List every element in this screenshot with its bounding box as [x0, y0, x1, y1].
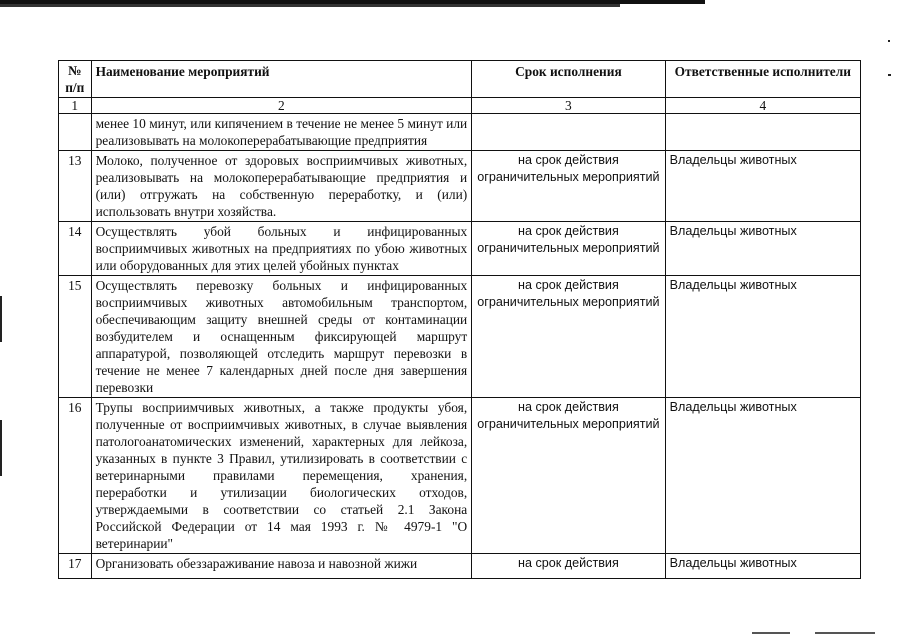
- column-number: 2: [91, 98, 472, 114]
- scan-edge-mark: [815, 632, 875, 634]
- table-row: [59, 554, 861, 579]
- scan-edge-mark: [752, 632, 790, 634]
- column-number: 4: [665, 98, 860, 114]
- scan-dot: [888, 74, 891, 76]
- column-number-row: [59, 98, 861, 114]
- measures-table: [58, 60, 861, 579]
- deadline-text: [472, 114, 665, 151]
- column-number: 1: [59, 98, 92, 114]
- row-number: 17: [59, 554, 92, 579]
- top-border-line-secondary: [0, 4, 620, 7]
- header-deadline: Срок исполнения: [472, 61, 665, 98]
- responsible-text: Владельцы животных: [665, 151, 860, 222]
- row-number: 14: [59, 222, 92, 276]
- table-row: [59, 398, 861, 554]
- header-responsible: Ответственные исполнители: [665, 61, 860, 98]
- table-row: [59, 114, 861, 151]
- deadline-text: на срок действия ограничительных мероприятий: [472, 151, 665, 222]
- responsible-text: [665, 114, 860, 151]
- header-number: № п/п: [59, 61, 92, 98]
- scan-edge-mark: [0, 296, 2, 342]
- responsible-text: Владельцы животных: [665, 276, 860, 398]
- header-measure-name: Наименование мероприятий: [91, 61, 472, 98]
- deadline-text: на срок действия: [472, 554, 665, 579]
- measure-text: Осуществлять убой больных и инфицированных восприимчивых животных на предприятиях по убою животных или оборудованных для этих целей убойных пунктах: [91, 222, 472, 276]
- measure-text: менее 10 минут, или кипячением в течение не менее 5 минут или реализовывать на молокоперерабатывающие предприятия: [91, 114, 472, 151]
- table-row: [59, 151, 861, 222]
- measure-text: Молоко, полученное от здоровых восприимчивых животных, реализовывать на молокоперерабатывающие предприятия и (или) отгружать на собственную переработку, и (или) использовать внутри хозяйства.: [91, 151, 472, 222]
- measure-text: Организовать обеззараживание навоза и навозной жижи: [91, 554, 472, 579]
- row-number: 15: [59, 276, 92, 398]
- scan-edge-mark: [0, 420, 2, 476]
- deadline-text: на срок действия ограничительных мероприятий: [472, 398, 665, 554]
- responsible-text: Владельцы животных: [665, 222, 860, 276]
- table-header-row: [59, 61, 861, 98]
- table-row: [59, 276, 861, 398]
- deadline-text: на срок действия ограничительных мероприятий: [472, 222, 665, 276]
- row-number: [59, 114, 92, 151]
- column-number: 3: [472, 98, 665, 114]
- responsible-text: Владельцы животных: [665, 398, 860, 554]
- table-row: [59, 222, 861, 276]
- responsible-text: Владельцы животных: [665, 554, 860, 579]
- row-number: 16: [59, 398, 92, 554]
- measure-text: Осуществлять перевозку больных и инфицированных восприимчивых животных автомобильным транспортом, обеспечивающим защиту внешней среды от контаминации возбудителем и оснащенным фиксирующей маршрут аппаратурой, позволяющей отследить маршрут перевозки в течение не менее 7 календарных дней после дня завершения перевозки: [91, 276, 472, 398]
- row-number: 13: [59, 151, 92, 222]
- measure-text: Трупы восприимчивых животных, а также продукты убоя, полученные от восприимчивых животных, в случае выявления патологоанатомических изменений, характерных для лейкоза, указанных в пункте 3 Правил, утилизировать в соответствии с ветеринарными правилами перемещения, хранения, переработки и утилизации биологических отходов, утверждаемыми в соответствии со статьей 2.1 Закона Российской Федерации от 14 мая 1993 г. № 4979-1 "О ветеринарии": [91, 398, 472, 554]
- deadline-text: на срок действия ограничительных мероприятий: [472, 276, 665, 398]
- scan-dot: [888, 40, 890, 42]
